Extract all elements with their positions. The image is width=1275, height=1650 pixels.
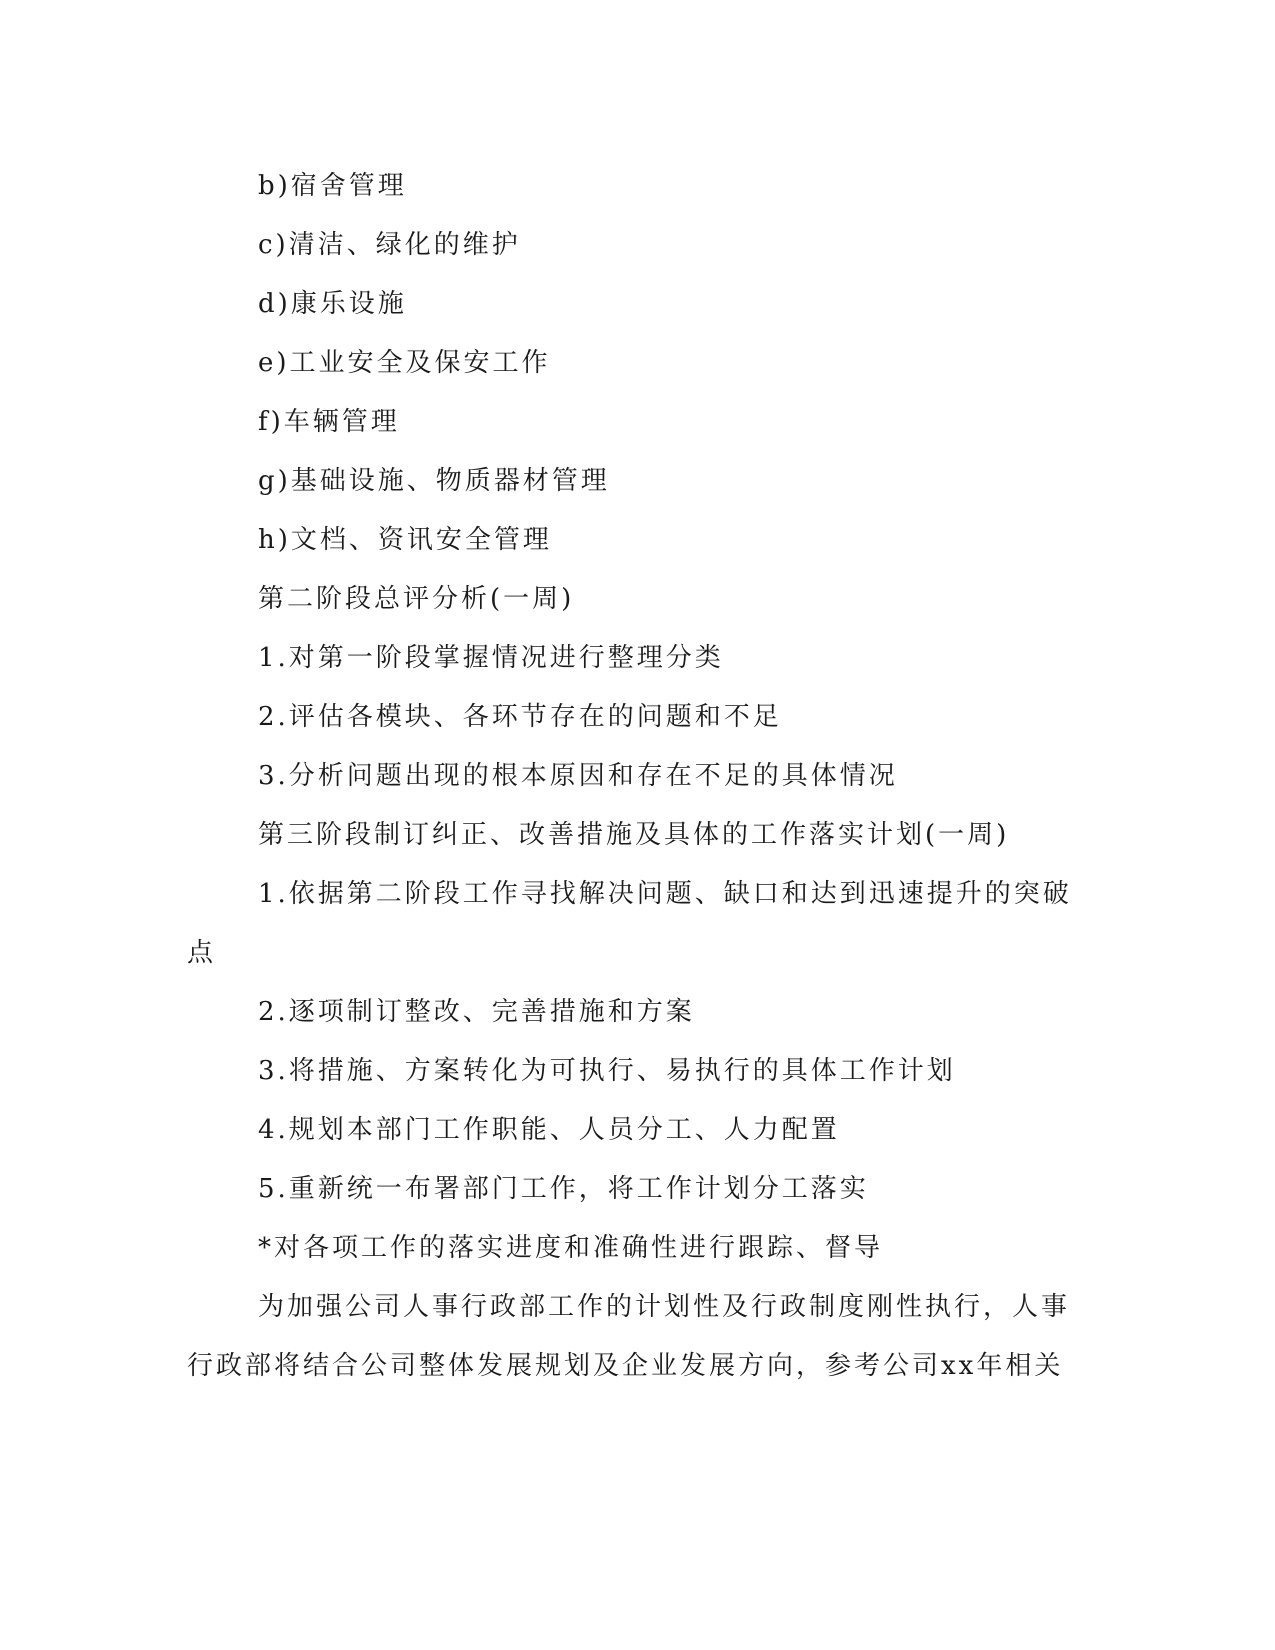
list-item-recreation: d)康乐设施: [258, 289, 407, 319]
stage-two-item-3: 3.分析问题出现的根本原因和存在不足的具体情况: [258, 761, 898, 791]
stage-two-item-2: 2.评估各模块、各环节存在的问题和不足: [258, 702, 782, 732]
list-item-dormitory: b)宿舍管理: [258, 171, 407, 201]
stage-three-item-1-continuation: 点: [187, 938, 217, 968]
paragraph-line-2: 行政部将结合公司整体发展规划及企业发展方向，参考公司xx年相关: [187, 1351, 1064, 1381]
list-item-safety: e)工业安全及保安工作: [258, 348, 551, 378]
list-item-vehicles: f)车辆管理: [258, 407, 400, 437]
list-item-documents: h)文档、资讯安全管理: [258, 525, 552, 555]
section-heading-stage-two: 第二阶段总评分析(一周): [258, 584, 575, 614]
section-heading-stage-three: 第三阶段制订纠正、改善措施及具体的工作落实计划(一周): [258, 820, 1010, 850]
paragraph-line-1: 为加强公司人事行政部工作的计划性及行政制度刚性执行，人事: [258, 1292, 1071, 1322]
stage-two-item-1: 1.对第一阶段掌握情况进行整理分类: [258, 643, 724, 673]
stage-three-item-1: 1.依据第二阶段工作寻找解决问题、缺口和达到迅速提升的突破: [258, 879, 1072, 909]
stage-three-item-5: 5.重新统一布署部门工作，将工作计划分工落实: [258, 1174, 869, 1204]
stage-three-item-2: 2.逐项制订整改、完善措施和方案: [258, 997, 695, 1027]
stage-three-item-3: 3.将措施、方案转化为可执行、易执行的具体工作计划: [258, 1056, 956, 1086]
list-item-cleaning: c)清洁、绿化的维护: [258, 230, 521, 260]
stage-three-note: *对各项工作的落实进度和准确性进行跟踪、督导: [258, 1233, 884, 1263]
stage-three-item-4: 4.规划本部门工作职能、人员分工、人力配置: [258, 1115, 840, 1145]
list-item-infrastructure: g)基础设施、物质器材管理: [258, 466, 610, 496]
